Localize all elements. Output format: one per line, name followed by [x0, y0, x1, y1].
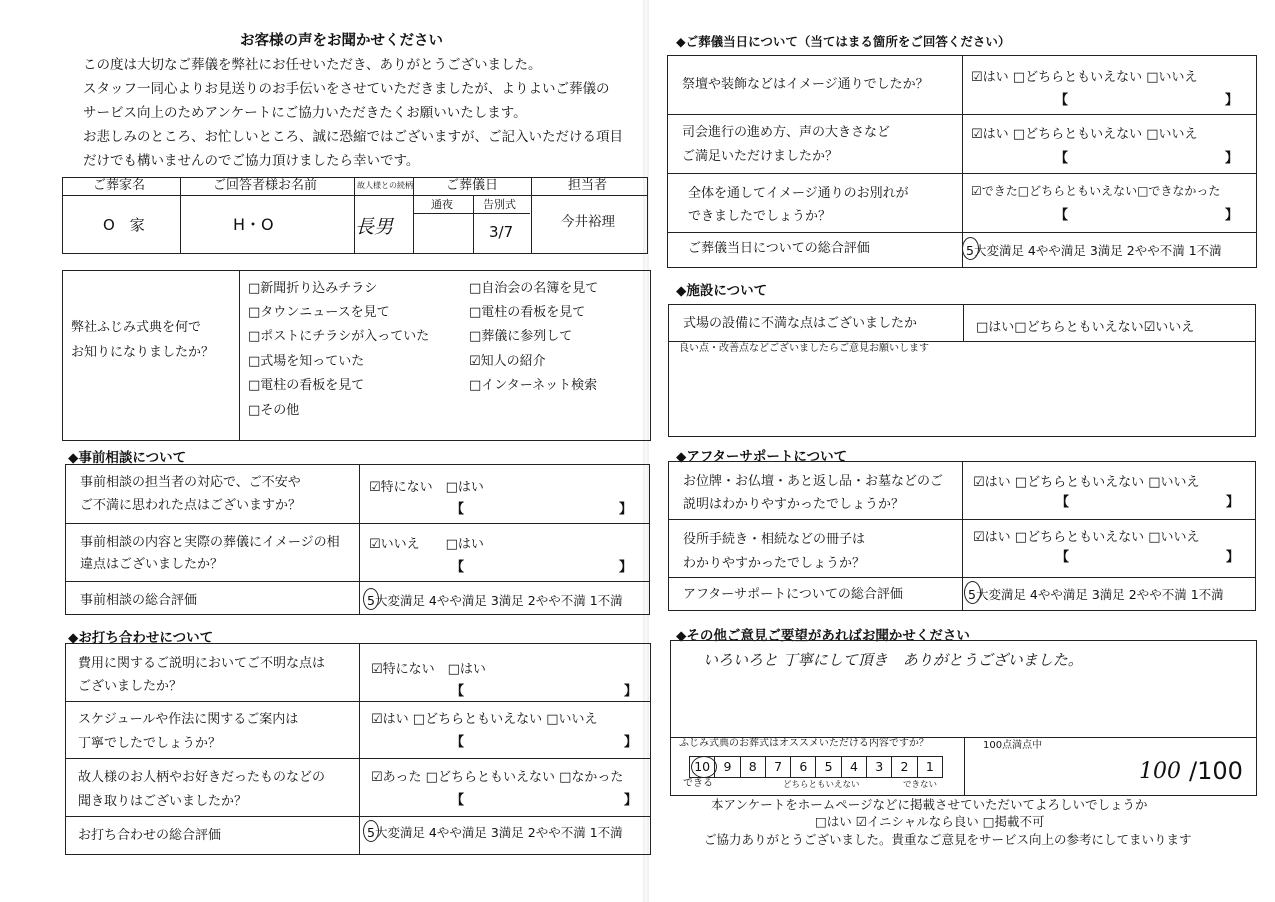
scale-cell[interactable]: 4	[841, 757, 866, 777]
section-heading: ◆事前相談について	[68, 450, 187, 466]
question-text: アフターサポートについての総合評価	[683, 587, 903, 602]
option-checkbox[interactable]: □自治会の名簿を見て	[469, 281, 599, 296]
thanks-text: ご協力ありがとうございました。貴重なご意見をサービス向上の参考にしてまいります	[704, 832, 1192, 847]
score-value[interactable]: 100	[1139, 759, 1181, 784]
answer-options[interactable]: ☑いいえ □はい	[369, 537, 484, 552]
recommend-question: ふじみ式典のお葬式はオススメいただける内容ですか？	[679, 738, 929, 749]
header-kokubetsu: 告別式	[483, 198, 516, 211]
scale-label-cannot: できない	[903, 780, 938, 790]
scale-cell[interactable]: 9	[714, 757, 739, 777]
respondent-name: H・O	[233, 215, 274, 234]
question-text: ご不満に思われた点はございますか？	[80, 498, 302, 513]
bracket-open: 【	[451, 735, 465, 750]
section-heading: ◆ご葬儀当日について（当てはまる箇所をご回答ください）	[676, 34, 1011, 49]
score-total: /100	[1189, 757, 1243, 785]
recommend-scale[interactable]	[689, 756, 943, 778]
question-text: ご満足いただけましたか？	[682, 149, 839, 164]
answer-options[interactable]: ☑はい □どちらともいえない □いいえ	[971, 127, 1198, 142]
bracket-open: 【	[1055, 93, 1069, 108]
rating-scale[interactable]: 5大変満足 4やや満足 3満足 2やや不満 1不満	[966, 243, 1222, 258]
handwritten-comment[interactable]: いろいろと 丁寧にして頂き ありがとうございました。	[703, 651, 1083, 669]
question-text: 費用に関するご説明においてご不明な点は	[78, 656, 326, 671]
bracket-close: 】	[1225, 208, 1239, 223]
staff-name: 今井裕理	[561, 214, 615, 230]
bracket-close: 】	[1226, 550, 1240, 565]
bracket-close: 】	[1225, 151, 1239, 166]
option-checkbox[interactable]: □インターネット検索	[469, 378, 598, 393]
intro-text	[83, 53, 623, 173]
option-checkbox[interactable]: □葬儀に参列して	[469, 329, 573, 344]
bracket-open: 【	[451, 560, 465, 575]
other-box	[670, 640, 1257, 796]
section-heading: ◆アフターサポートについて	[676, 449, 848, 465]
howknow-question-line1: 弊社ふじみ式典を何で	[71, 320, 202, 335]
publish-question: 本アンケートをホームページなどに掲載させていただいてよろしいでしょうか	[711, 797, 1148, 812]
question-text: 式場の設備に不満な点はございましたか	[683, 316, 918, 331]
question-text: 丁寧でしたでしょうか？	[78, 736, 222, 751]
question-text: お打ち合わせの総合評価	[78, 828, 222, 843]
bracket-close: 】	[619, 560, 633, 575]
question-text: 役所手続き・相続などの冊子は	[683, 532, 866, 547]
answer-options[interactable]: □はい□どちらともいえない☑いいえ	[976, 320, 1195, 335]
scale-cell[interactable]: 1	[917, 757, 942, 777]
scale-cell[interactable]: 8	[740, 757, 765, 777]
bracket-open: 【	[451, 684, 465, 699]
question-text: お位牌・お仏壇・あと返し品・お墓などのご	[683, 474, 944, 489]
scale-cell[interactable]: 10	[694, 759, 711, 774]
question-text: 説明はわかりやすかったでしょうか？	[683, 497, 905, 512]
option-checkbox[interactable]: □電柱の看板を見て	[469, 305, 586, 320]
after-table	[668, 461, 1256, 611]
answer-options[interactable]: ☑はい □どちらともいえない □いいえ	[371, 712, 598, 727]
jizen-table	[65, 464, 650, 615]
intro-line: お悲しみのところ、お忙しいところ、誠に恐縮ではございますが、ご記入いただける項目	[83, 129, 623, 145]
question-text: 故人様のお人柄やお好きだったものなどの	[78, 770, 326, 785]
option-checkbox[interactable]: □新聞折り込みチラシ	[248, 281, 378, 296]
header-family: ご葬家名	[93, 178, 146, 193]
info-table	[62, 177, 648, 254]
bracket-open: 【	[1055, 208, 1069, 223]
header-date: ご葬儀日	[446, 178, 499, 193]
question-text: わかりやすかったでしょうか？	[683, 556, 866, 571]
answer-options[interactable]: ☑特にない □はい	[371, 662, 486, 677]
answer-options[interactable]: ☑はい □どちらともいえない □いいえ	[971, 70, 1198, 85]
scale-label-can: できる	[683, 778, 713, 789]
bracket-open: 【	[1055, 151, 1069, 166]
uchiawase-table	[65, 643, 651, 855]
question-text: ございましたか？	[78, 679, 183, 694]
answer-options[interactable]: ☑はい □どちらともいえない □いいえ	[973, 475, 1200, 490]
option-checkbox[interactable]: □電柱の看板を見て	[248, 378, 365, 393]
intro-line: だけでも構いませんのでご協力頂けましたら幸いです。	[83, 153, 420, 169]
howknow-box	[62, 270, 651, 441]
intro-line: この度は大切なご葬儀を弊社にお任せいただき、ありがとうございました。	[83, 57, 542, 73]
header-tsuya: 通夜	[431, 198, 453, 211]
rating-scale[interactable]: 5大変満足 4やや満足 3満足 2やや不満 1不満	[367, 825, 623, 840]
option-checkbox-checked[interactable]: ☑知人の紹介	[469, 354, 546, 369]
question-text: 司会進行の進め方、声の大きさなど	[682, 125, 891, 140]
bracket-open: 【	[1056, 495, 1070, 510]
bracket-open: 【	[451, 502, 465, 517]
rating-scale[interactable]: 5大変満足 4やや満足 3満足 2やや不満 1不満	[367, 593, 623, 608]
scale-cell[interactable]: 2	[891, 757, 916, 777]
section-heading: ◆その他ご意見ご要望があればお聞かせください	[676, 628, 970, 644]
answer-options[interactable]: ☑あった □どちらともいえない □なかった	[371, 770, 624, 785]
survey-title: お客様の声をお聞かせください	[240, 33, 443, 49]
bracket-close: 】	[624, 684, 638, 699]
scale-cell[interactable]: 5	[815, 757, 840, 777]
header-staff: 担当者	[568, 178, 608, 193]
scale-cell[interactable]: 7	[765, 757, 790, 777]
section-heading: ◆お打ち合わせについて	[68, 630, 214, 646]
scale-cell[interactable]: 3	[866, 757, 891, 777]
bracket-close: 】	[619, 502, 633, 517]
answer-options[interactable]: ☑はい □どちらともいえない □いいえ	[973, 530, 1200, 545]
family-name: O 家	[103, 216, 145, 234]
header-relation: 故人様との続柄	[357, 181, 413, 190]
intro-line: スタッフ一同心よりお見送りのお手伝いをさせていただきましたが、よりよいご葬儀の	[83, 81, 610, 97]
question-text: 違点はございましたか？	[80, 557, 224, 572]
question-text: スケジュールや作法に関するご案内は	[78, 712, 299, 727]
circle-mark	[691, 756, 717, 778]
shisetsu-table	[668, 304, 1256, 437]
question-text: できましたでしょうか？	[688, 209, 832, 224]
scale-label-neither: どちらともいえない	[783, 780, 860, 790]
comment-field[interactable]	[679, 361, 1245, 431]
bracket-close: 】	[624, 735, 638, 750]
question-text: ご葬儀当日についての総合評価	[688, 241, 870, 256]
relation-value: 長男	[355, 216, 394, 238]
question-text: 事前相談の総合評価	[80, 593, 198, 608]
option-checkbox[interactable]: □タウンニュースを見て	[248, 305, 390, 320]
option-checkbox[interactable]: □その他	[248, 403, 300, 418]
bracket-open: 【	[1056, 550, 1070, 565]
kokubetsu-value: 3/7	[489, 223, 514, 241]
option-checkbox[interactable]: □ポストにチラシが入っていた	[248, 329, 430, 344]
answer-options[interactable]: ☑特にない □はい	[369, 480, 484, 495]
question-text: 全体を通してイメージ通りのお別れが	[688, 186, 909, 201]
scale-cell[interactable]: 6	[790, 757, 815, 777]
header-respondent: ご回答者様お名前	[213, 178, 318, 193]
question-text: 事前相談の担当者の対応で、ご不安や	[80, 475, 301, 490]
question-text: 聞き取りはございましたか？	[78, 794, 248, 809]
question-text: 祭壇や装飾などはイメージ通りでしたか？	[682, 77, 929, 92]
comment-label: 良い点・改善点などございましたらご意見お願いします	[679, 343, 929, 354]
bracket-close: 】	[1225, 93, 1239, 108]
option-checkbox[interactable]: □式場を知っていた	[248, 354, 365, 369]
bracket-open: 【	[451, 793, 465, 808]
answer-options[interactable]: ☑できた□どちらともいえない□できなかった	[971, 184, 1221, 198]
rating-scale[interactable]: 5大変満足 4やや満足 3満足 2やや不満 1不満	[968, 587, 1224, 602]
score-label: 100点満点中	[983, 740, 1043, 751]
bracket-close: 】	[1226, 495, 1240, 510]
toujitsu-table	[667, 55, 1257, 268]
section-heading: ◆施設について	[676, 283, 768, 299]
intro-line: サービス向上のためアンケートにご協力いただきたくお願いいたします。	[83, 105, 527, 121]
publish-options[interactable]: □はい ☑イニシャルなら良い □掲載不可	[815, 814, 1045, 829]
howknow-question-line2: お知りになりましたか？	[71, 345, 215, 360]
question-text: 事前相談の内容と実際の葬儀にイメージの相	[80, 535, 340, 550]
bracket-close: 】	[624, 793, 638, 808]
